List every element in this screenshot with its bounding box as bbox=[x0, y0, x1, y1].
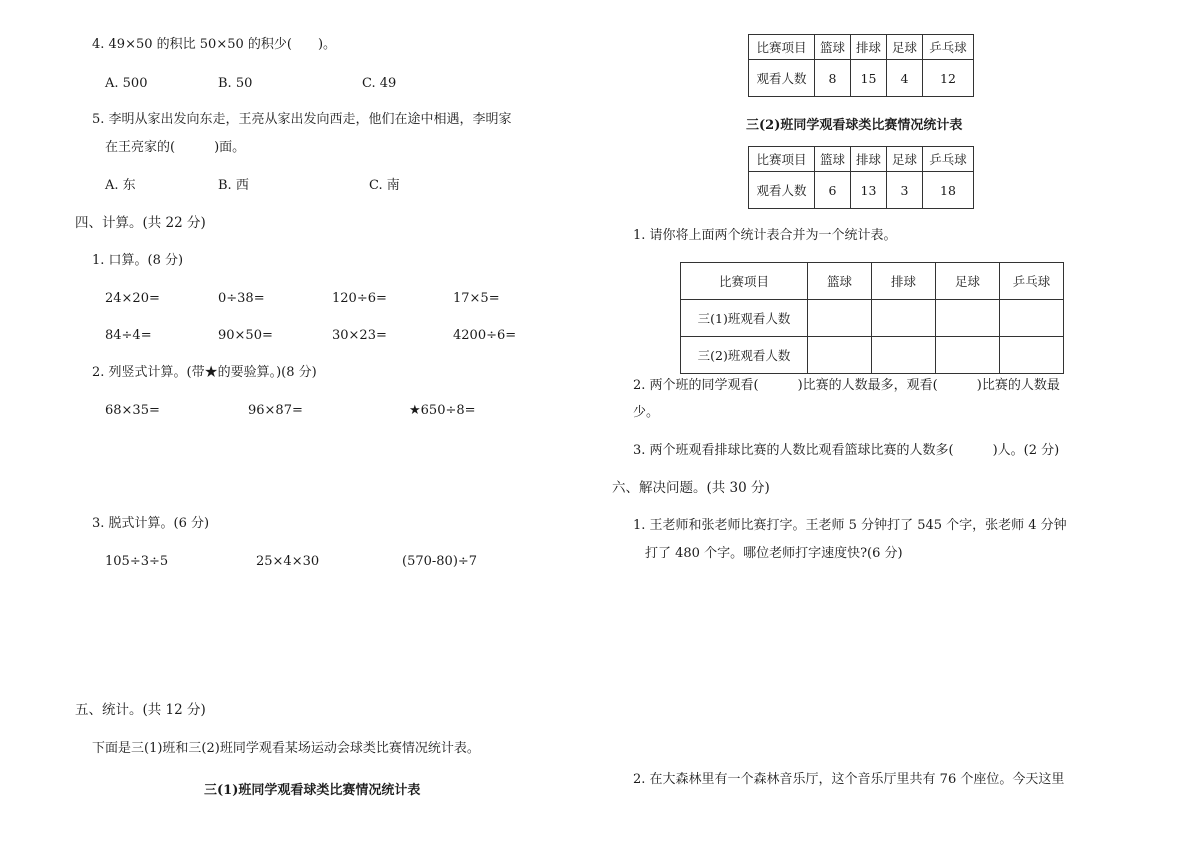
section-6-title: 六、解决问题。(共 30 分) bbox=[612, 480, 770, 496]
table-row-label: 三(1)班观看人数 bbox=[681, 300, 808, 337]
q5-option-c: C. 南 bbox=[369, 178, 400, 193]
question-4: 4. 49×50 的积比 50×50 的积少( )。 bbox=[92, 37, 337, 52]
table-cell: 18 bbox=[923, 172, 974, 209]
blank-cell[interactable] bbox=[872, 337, 936, 374]
table-cell: 13 bbox=[851, 172, 887, 209]
step-item: (570-80)÷7 bbox=[402, 554, 478, 569]
vertical-item: ★650÷8= bbox=[409, 403, 476, 418]
section-5-intro: 下面是三(1)班和三(2)班同学观看某场运动会球类比赛情况统计表。 bbox=[92, 741, 480, 756]
q4-option-a: A. 500 bbox=[105, 76, 148, 91]
table-cell: 15 bbox=[851, 60, 887, 97]
table-cell: 12 bbox=[923, 60, 974, 97]
table-header-cell: 排球 bbox=[872, 263, 936, 300]
table-header-cell: 篮球 bbox=[815, 35, 851, 60]
table-header-cell: 足球 bbox=[936, 263, 1000, 300]
step-item: 25×4×30 bbox=[256, 554, 320, 569]
table-header-cell: 乒乓球 bbox=[1000, 263, 1064, 300]
table-header-cell: 乒乓球 bbox=[923, 147, 974, 172]
blank-cell[interactable] bbox=[936, 337, 1000, 374]
vertical-calc-title: 2. 列竖式计算。(带★的要验算。)(8 分) bbox=[92, 365, 317, 380]
question-5-line2: 在王亮家的( )面。 bbox=[105, 140, 246, 155]
vertical-item: 68×35= bbox=[105, 403, 160, 418]
table1-caption: 三(1)班同学观看球类比赛情况统计表 bbox=[204, 783, 421, 798]
table-cell: 3 bbox=[887, 172, 923, 209]
blank-cell[interactable] bbox=[872, 300, 936, 337]
question-5-line1: 5. 李明从家出发向东走，王亮从家出发向西走，他们在途中相遇，李明家 bbox=[92, 112, 512, 127]
table-header-cell: 比赛项目 bbox=[681, 263, 808, 300]
oral-item: 0÷38= bbox=[218, 291, 265, 306]
class1-stats-table bbox=[748, 34, 974, 97]
table-row-label: 三(2)班观看人数 bbox=[681, 337, 808, 374]
table-header-cell: 排球 bbox=[851, 35, 887, 60]
stats-question-2-line2: 少。 bbox=[633, 405, 660, 420]
q5-option-a: A. 东 bbox=[105, 178, 136, 193]
oral-item: 17×5= bbox=[453, 291, 500, 306]
table-header-cell: 篮球 bbox=[808, 263, 872, 300]
step-calc-title: 3. 脱式计算。(6 分) bbox=[92, 516, 210, 531]
table-header-cell: 篮球 bbox=[815, 147, 851, 172]
problem-1-line1: 1. 王老师和张老师比赛打字。王老师 5 分钟打了 545 个字，张老师 4 分钟 bbox=[633, 518, 1067, 533]
problem-2-line1: 2. 在大森林里有一个森林音乐厅，这个音乐厅里共有 76 个座位。今天这里 bbox=[633, 772, 1065, 787]
oral-item: 90×50= bbox=[218, 328, 273, 343]
blank-cell[interactable] bbox=[936, 300, 1000, 337]
oral-item: 4200÷6= bbox=[453, 328, 517, 343]
table-header-cell: 比赛项目 bbox=[749, 147, 815, 172]
table2-caption: 三(2)班同学观看球类比赛情况统计表 bbox=[746, 118, 963, 133]
step-item: 105÷3÷5 bbox=[105, 554, 169, 569]
stats-question-3: 3. 两个班观看排球比赛的人数比观看篮球比赛的人数多( )人。(2 分) bbox=[633, 443, 1060, 458]
q4-option-b: B. 50 bbox=[218, 76, 253, 91]
blank-cell[interactable] bbox=[808, 300, 872, 337]
q4-option-c: C. 49 bbox=[362, 76, 397, 91]
oral-item: 30×23= bbox=[332, 328, 387, 343]
problem-1-line2: 打了 480 个字。哪位老师打字速度快?(6 分) bbox=[645, 546, 903, 561]
table-header-cell: 比赛项目 bbox=[749, 35, 815, 60]
table-header-cell: 足球 bbox=[887, 147, 923, 172]
vertical-item: 96×87= bbox=[248, 403, 303, 418]
oral-item: 120÷6= bbox=[332, 291, 387, 306]
table-cell: 4 bbox=[887, 60, 923, 97]
table-header-cell: 乒乓球 bbox=[923, 35, 974, 60]
stats-question-1: 1. 请你将上面两个统计表合并为一个统计表。 bbox=[633, 228, 897, 243]
blank-cell[interactable] bbox=[1000, 300, 1064, 337]
blank-cell[interactable] bbox=[808, 337, 872, 374]
oral-calc-title: 1. 口算。(8 分) bbox=[92, 253, 184, 268]
q5-option-b: B. 西 bbox=[218, 178, 249, 193]
table-header-cell: 足球 bbox=[887, 35, 923, 60]
table-header-cell: 排球 bbox=[851, 147, 887, 172]
table-row-label: 观看人数 bbox=[749, 60, 815, 97]
stats-question-2-line1: 2. 两个班的同学观看( )比赛的人数最多，观看( )比赛的人数最 bbox=[633, 378, 1060, 393]
section-4-title: 四、计算。(共 22 分) bbox=[75, 215, 206, 231]
table-cell: 8 bbox=[815, 60, 851, 97]
blank-cell[interactable] bbox=[1000, 337, 1064, 374]
table-cell: 6 bbox=[815, 172, 851, 209]
oral-item: 84÷4= bbox=[105, 328, 152, 343]
class2-stats-table bbox=[748, 146, 974, 209]
merged-stats-table bbox=[680, 262, 1064, 374]
table-row-label: 观看人数 bbox=[749, 172, 815, 209]
oral-item: 24×20= bbox=[105, 291, 160, 306]
section-5-title: 五、统计。(共 12 分) bbox=[75, 702, 206, 718]
